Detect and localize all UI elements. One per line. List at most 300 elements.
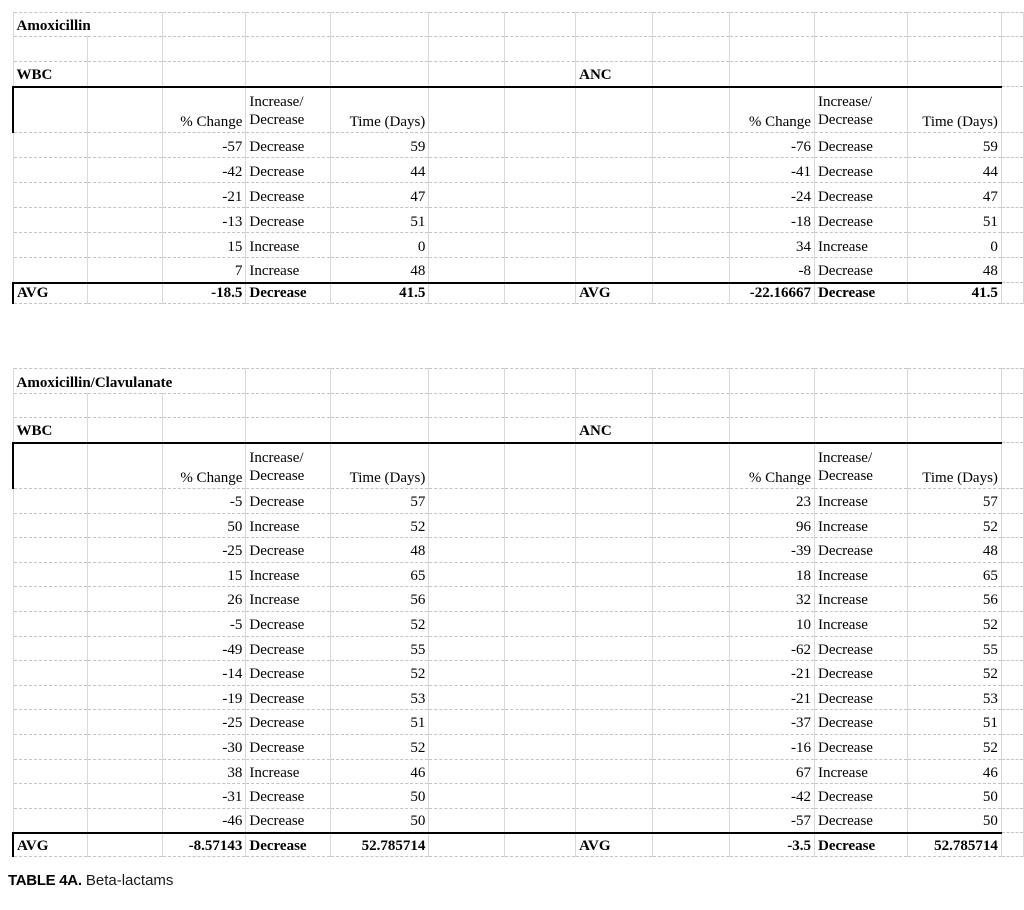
cell: [88, 587, 163, 612]
grid-stub: [1001, 513, 1023, 538]
cell: [13, 37, 88, 62]
cell: [576, 710, 653, 735]
cell: [88, 183, 163, 208]
cell: [505, 183, 576, 208]
wbc-time-days: 51: [331, 710, 429, 735]
cell: [429, 661, 505, 686]
cell: [429, 233, 505, 258]
cell: [505, 258, 576, 283]
header-line: Decrease: [817, 468, 873, 485]
anc-time-days: 51: [907, 208, 1001, 233]
cell: [163, 418, 246, 443]
wbc-time-days: 52: [331, 513, 429, 538]
anc-label: ANC: [576, 62, 653, 87]
cell: [653, 233, 730, 258]
wbc-pct-change: -19: [163, 685, 246, 710]
anc-time-days: 52: [907, 734, 1001, 759]
grid-stub: [1001, 562, 1023, 587]
cell: [429, 513, 505, 538]
anc-direction: Increase: [814, 233, 907, 258]
wbc-pct-change: -13: [163, 208, 246, 233]
header-time-days: Time (Days): [331, 87, 429, 133]
data-row: [13, 208, 1024, 233]
wbc-time-days: 50: [331, 808, 429, 833]
cell: [429, 734, 505, 759]
cell: [505, 710, 576, 735]
wbc-direction: Decrease: [246, 808, 331, 833]
cell: [653, 833, 730, 857]
cell: [13, 685, 88, 710]
anc-direction: Increase: [814, 562, 907, 587]
cell: [730, 13, 815, 37]
cell: [653, 710, 730, 735]
amoxicillin-table-block: [12, 12, 1024, 304]
wbc-label: WBC: [13, 418, 88, 443]
anc-time-days: 56: [907, 587, 1001, 612]
cell: [13, 710, 88, 735]
wbc-direction: Decrease: [246, 183, 331, 208]
data-row: [13, 562, 1024, 587]
avg-label: AVG: [576, 833, 653, 857]
cell: [429, 394, 505, 418]
cell: [13, 759, 88, 784]
cell: [653, 784, 730, 809]
anc-pct-change: 32: [730, 587, 815, 612]
cell: [576, 513, 653, 538]
cell: [88, 258, 163, 283]
cell: [429, 158, 505, 183]
cell: [13, 87, 88, 133]
wbc-pct-change: 15: [163, 233, 246, 258]
header-increase-decrease: [246, 443, 331, 489]
wbc-time-days: 57: [331, 489, 429, 514]
wbc-pct-change: -57: [163, 133, 246, 158]
grid-stub: [1001, 443, 1023, 489]
anc-pct-change: 23: [730, 489, 815, 514]
wbc-time-days: 59: [331, 133, 429, 158]
cell: [13, 611, 88, 636]
data-row: [13, 734, 1024, 759]
cell: [429, 562, 505, 587]
cell: [505, 661, 576, 686]
cell: [576, 661, 653, 686]
cell: [907, 394, 1001, 418]
grid-stub: [1001, 158, 1023, 183]
wbc-pct-change: 26: [163, 587, 246, 612]
cell: [13, 208, 88, 233]
spacer-row: [13, 394, 1024, 418]
amoxicillin-spreadsheet: [12, 12, 1024, 304]
wbc-pct-change: -49: [163, 636, 246, 661]
cell: [576, 538, 653, 563]
wbc-time-days: 44: [331, 158, 429, 183]
grid-stub: [1001, 685, 1023, 710]
grid-stub: [1001, 258, 1023, 283]
cell: [88, 661, 163, 686]
anc-avg-pct-change: -22.16667: [730, 283, 815, 304]
header-line: Decrease: [817, 112, 873, 129]
cell: [429, 784, 505, 809]
anc-time-days: 53: [907, 685, 1001, 710]
wbc-label: WBC: [13, 62, 88, 87]
cell: [88, 283, 163, 304]
cell: [331, 62, 429, 87]
grid-stub: [1001, 394, 1023, 418]
cell: [429, 443, 505, 489]
amoxicillin-clavulanate-table-block: [12, 368, 1024, 857]
cell: [505, 233, 576, 258]
anc-time-days: 50: [907, 784, 1001, 809]
cell: [429, 808, 505, 833]
anc-direction: Decrease: [814, 784, 907, 809]
cell: [505, 833, 576, 857]
cell: [88, 759, 163, 784]
cell: [653, 636, 730, 661]
wbc-avg-time-days: 41.5: [331, 283, 429, 304]
cell: [88, 710, 163, 735]
wbc-direction: Decrease: [246, 710, 331, 735]
anc-pct-change: -42: [730, 784, 815, 809]
cell: [13, 587, 88, 612]
wbc-direction: Decrease: [246, 611, 331, 636]
wbc-direction: Increase: [246, 562, 331, 587]
anc-avg-direction: Decrease: [814, 833, 907, 857]
cell: [13, 133, 88, 158]
header-increase-decrease: [246, 87, 331, 133]
cell: [88, 513, 163, 538]
anc-time-days: 52: [907, 611, 1001, 636]
anc-pct-change: -62: [730, 636, 815, 661]
cell: [653, 808, 730, 833]
cell: [576, 685, 653, 710]
cell: [653, 611, 730, 636]
cell: [653, 489, 730, 514]
cell: [653, 587, 730, 612]
anc-direction: Decrease: [814, 734, 907, 759]
grid-stub: [1001, 833, 1023, 857]
wbc-pct-change: -46: [163, 808, 246, 833]
spacer-row: [13, 37, 1024, 62]
drug-title: Amoxicillin/Clavulanate: [13, 369, 246, 394]
cell: [653, 369, 730, 394]
wbc-direction: Increase: [246, 759, 331, 784]
anc-pct-change: -37: [730, 710, 815, 735]
cell: [13, 443, 88, 489]
anc-pct-change: -39: [730, 538, 815, 563]
wbc-direction: Decrease: [246, 784, 331, 809]
cell: [13, 233, 88, 258]
cell: [576, 394, 653, 418]
anc-avg-time-days: 41.5: [907, 283, 1001, 304]
data-row: [13, 233, 1024, 258]
grid-stub: [1001, 369, 1023, 394]
title-row: [13, 13, 1024, 37]
grid-stub: [1001, 87, 1023, 133]
cell: [576, 158, 653, 183]
cell: [505, 513, 576, 538]
cell: [576, 208, 653, 233]
cell: [429, 489, 505, 514]
avg-label: AVG: [13, 283, 88, 304]
cell: [653, 661, 730, 686]
cell: [653, 394, 730, 418]
cell: [653, 538, 730, 563]
cell: [163, 13, 246, 37]
anc-pct-change: 67: [730, 759, 815, 784]
cell: [88, 784, 163, 809]
cell: [505, 734, 576, 759]
anc-label: ANC: [576, 418, 653, 443]
anc-time-days: 51: [907, 710, 1001, 735]
cell: [505, 562, 576, 587]
cell: [505, 784, 576, 809]
data-row: [13, 759, 1024, 784]
wbc-pct-change: 7: [163, 258, 246, 283]
cell: [429, 611, 505, 636]
anc-direction: Decrease: [814, 158, 907, 183]
header-pct-change: % Change: [163, 87, 246, 133]
data-row: [13, 710, 1024, 735]
anc-time-days: 48: [907, 538, 1001, 563]
wbc-pct-change: -31: [163, 784, 246, 809]
anc-avg-time-days: 52.785714: [907, 833, 1001, 857]
cell: [429, 62, 505, 87]
wbc-direction: Increase: [246, 258, 331, 283]
anc-time-days: 57: [907, 489, 1001, 514]
drug-title: Amoxicillin: [13, 13, 163, 37]
cell: [429, 37, 505, 62]
cell: [13, 183, 88, 208]
cell: [576, 562, 653, 587]
cell: [653, 37, 730, 62]
cell: [576, 587, 653, 612]
cell: [505, 87, 576, 133]
average-row: [13, 283, 1024, 304]
header-line: Decrease: [249, 112, 305, 129]
anc-direction: Decrease: [814, 636, 907, 661]
cell: [429, 133, 505, 158]
cell: [505, 133, 576, 158]
cell: [505, 208, 576, 233]
cell: [576, 369, 653, 394]
cell: [13, 808, 88, 833]
cell: [331, 369, 429, 394]
cell: [576, 489, 653, 514]
cell: [653, 258, 730, 283]
cell: [246, 37, 331, 62]
anc-time-days: 50: [907, 808, 1001, 833]
data-row: [13, 784, 1024, 809]
anc-time-days: 52: [907, 661, 1001, 686]
anc-pct-change: 18: [730, 562, 815, 587]
cell: [814, 13, 907, 37]
cell: [505, 685, 576, 710]
cell: [246, 394, 331, 418]
grid-stub: [1001, 62, 1023, 87]
cell: [576, 13, 653, 37]
cell: [730, 394, 815, 418]
cell: [653, 13, 730, 37]
cell: [505, 158, 576, 183]
anc-pct-change: -21: [730, 661, 815, 686]
anc-direction: Decrease: [814, 661, 907, 686]
cell: [13, 734, 88, 759]
grid-stub: [1001, 233, 1023, 258]
grid-stub: [1001, 37, 1023, 62]
wbc-pct-change: -25: [163, 538, 246, 563]
cell: [88, 394, 163, 418]
wbc-time-days: 48: [331, 538, 429, 563]
wbc-direction: Decrease: [246, 636, 331, 661]
header-line: Decrease: [249, 468, 305, 485]
header-pct-change: % Change: [163, 443, 246, 489]
wbc-avg-direction: Decrease: [246, 833, 331, 857]
cell: [907, 37, 1001, 62]
wbc-avg-direction: Decrease: [246, 283, 331, 304]
anc-time-days: 48: [907, 258, 1001, 283]
data-row: [13, 685, 1024, 710]
cell: [730, 369, 815, 394]
anc-time-days: 52: [907, 513, 1001, 538]
anc-direction: Increase: [814, 611, 907, 636]
cell: [576, 759, 653, 784]
cell: [576, 133, 653, 158]
wbc-pct-change: 50: [163, 513, 246, 538]
grid-stub: [1001, 636, 1023, 661]
cell: [505, 62, 576, 87]
cell: [331, 418, 429, 443]
anc-time-days: 46: [907, 759, 1001, 784]
anc-pct-change: 10: [730, 611, 815, 636]
column-header-row: [13, 443, 1024, 489]
header-time-days: Time (Days): [907, 87, 1001, 133]
wbc-pct-change: 38: [163, 759, 246, 784]
cell: [505, 37, 576, 62]
header-increase-decrease: [814, 87, 907, 133]
cell: [429, 283, 505, 304]
cell: [13, 394, 88, 418]
cell: [88, 833, 163, 857]
wbc-direction: Decrease: [246, 489, 331, 514]
cell: [505, 759, 576, 784]
wbc-pct-change: -42: [163, 158, 246, 183]
anc-direction: Decrease: [814, 208, 907, 233]
cell: [331, 394, 429, 418]
cell: [429, 183, 505, 208]
wbc-time-days: 53: [331, 685, 429, 710]
anc-time-days: 65: [907, 562, 1001, 587]
header-time-days: Time (Days): [331, 443, 429, 489]
cell: [505, 443, 576, 489]
cell: [88, 489, 163, 514]
cell: [88, 685, 163, 710]
cell: [505, 808, 576, 833]
wbc-time-days: 46: [331, 759, 429, 784]
group-label-row: [13, 418, 1024, 443]
cell: [88, 611, 163, 636]
cell: [814, 62, 907, 87]
header-time-days: Time (Days): [907, 443, 1001, 489]
wbc-time-days: 55: [331, 636, 429, 661]
cell: [163, 394, 246, 418]
cell: [576, 87, 653, 133]
cell: [576, 808, 653, 833]
cell: [505, 283, 576, 304]
cell: [814, 37, 907, 62]
cell: [576, 443, 653, 489]
wbc-direction: Decrease: [246, 734, 331, 759]
data-row: [13, 489, 1024, 514]
cell: [576, 233, 653, 258]
cell: [163, 62, 246, 87]
cell: [429, 258, 505, 283]
cell: [88, 808, 163, 833]
anc-pct-change: -16: [730, 734, 815, 759]
header-line: Increase/: [249, 93, 304, 110]
wbc-time-days: 51: [331, 208, 429, 233]
anc-pct-change: -41: [730, 158, 815, 183]
cell: [429, 587, 505, 612]
cell: [653, 513, 730, 538]
cell: [730, 37, 815, 62]
header-increase-decrease: [814, 443, 907, 489]
amoxicillin-clavulanate-spreadsheet: [12, 368, 1024, 857]
anc-pct-change: 96: [730, 513, 815, 538]
data-row: [13, 183, 1024, 208]
cell: [907, 418, 1001, 443]
cell: [505, 369, 576, 394]
anc-time-days: 55: [907, 636, 1001, 661]
header-line: Increase/: [817, 449, 873, 466]
wbc-time-days: 47: [331, 183, 429, 208]
cell: [246, 62, 331, 87]
cell: [88, 87, 163, 133]
cell: [653, 208, 730, 233]
wbc-direction: Increase: [246, 587, 331, 612]
grid-stub: [1001, 283, 1023, 304]
cell: [576, 784, 653, 809]
wbc-pct-change: 15: [163, 562, 246, 587]
grid-stub: [1001, 784, 1023, 809]
cell: [13, 258, 88, 283]
cell: [88, 418, 163, 443]
cell: [814, 369, 907, 394]
cell: [88, 158, 163, 183]
anc-direction: Decrease: [814, 685, 907, 710]
cell: [907, 369, 1001, 394]
cell: [429, 87, 505, 133]
data-row: [13, 661, 1024, 686]
table-caption: [8, 872, 173, 889]
grid-stub: [1001, 208, 1023, 233]
anc-direction: Increase: [814, 587, 907, 612]
cell: [576, 734, 653, 759]
cell: [246, 13, 331, 37]
data-row: [13, 808, 1024, 833]
anc-direction: Increase: [814, 489, 907, 514]
grid-stub: [1001, 734, 1023, 759]
header-pct-change: % Change: [730, 87, 815, 133]
wbc-direction: Decrease: [246, 685, 331, 710]
cell: [331, 13, 429, 37]
grid-stub: [1001, 133, 1023, 158]
cell: [88, 208, 163, 233]
anc-direction: Decrease: [814, 538, 907, 563]
grid-stub: [1001, 13, 1023, 37]
cell: [505, 394, 576, 418]
cell: [505, 418, 576, 443]
wbc-time-days: 48: [331, 258, 429, 283]
